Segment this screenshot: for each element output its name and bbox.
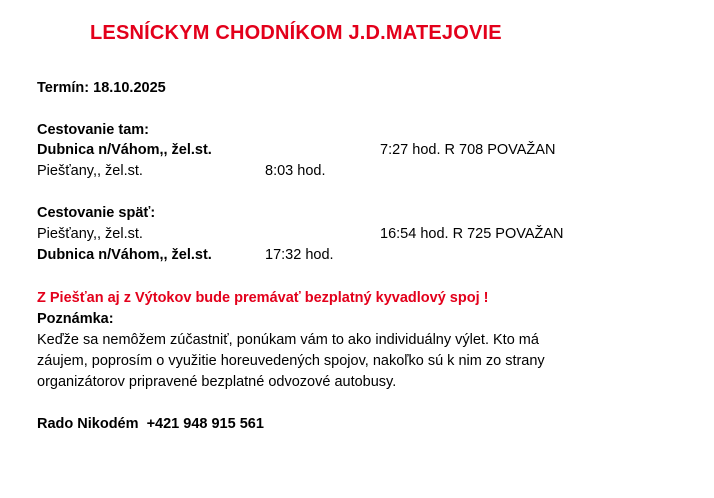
- station-name: Dubnica n/Váhom,, žel.st.: [37, 247, 212, 263]
- travel-back-row: [37, 245, 677, 265]
- train-info: 16:54 hod. R 725 POVAŽAN: [380, 226, 564, 242]
- travel-there-row: [37, 140, 677, 160]
- arrival-time: 8:03 hod.: [265, 163, 326, 179]
- travel-back-heading: Cestovanie späť:: [37, 205, 156, 221]
- note-line: organizátorov pripravené bezplatné odvozové autobusy.: [37, 374, 397, 390]
- travel-back-row: [37, 224, 677, 244]
- event-date: Termín: 18.10.2025: [37, 80, 166, 96]
- contact-info: Rado Nikodém +421 948 915 561: [37, 416, 264, 432]
- train-info: 7:27 hod. R 708 POVAŽAN: [380, 142, 556, 158]
- travel-there-heading: Cestovanie tam:: [37, 122, 150, 138]
- travel-there-row: [37, 161, 677, 181]
- page-title: LESNÍCKYM CHODNÍKOM J.D.MATEJOVIE: [90, 22, 502, 44]
- note-line: záujem, poprosím o využitie horeuvedených spojov, nakoľko sú k nim zo strany: [37, 353, 545, 369]
- station-name: Dubnica n/Váhom,, žel.st.: [37, 142, 212, 158]
- station-name: Piešťany,, žel.st.: [37, 163, 143, 179]
- shuttle-notice: Z Piešťan aj z Výtokov bude premávať bezplatný kyvadlový spoj !: [37, 290, 489, 306]
- note-line: Keďže sa nemôžem zúčastniť, ponúkam vám to ako individuálny výlet. Kto má: [37, 332, 539, 348]
- station-name: Piešťany,, žel.st.: [37, 226, 143, 242]
- arrival-time: 17:32 hod.: [265, 247, 334, 263]
- note-heading: Poznámka:: [37, 311, 114, 327]
